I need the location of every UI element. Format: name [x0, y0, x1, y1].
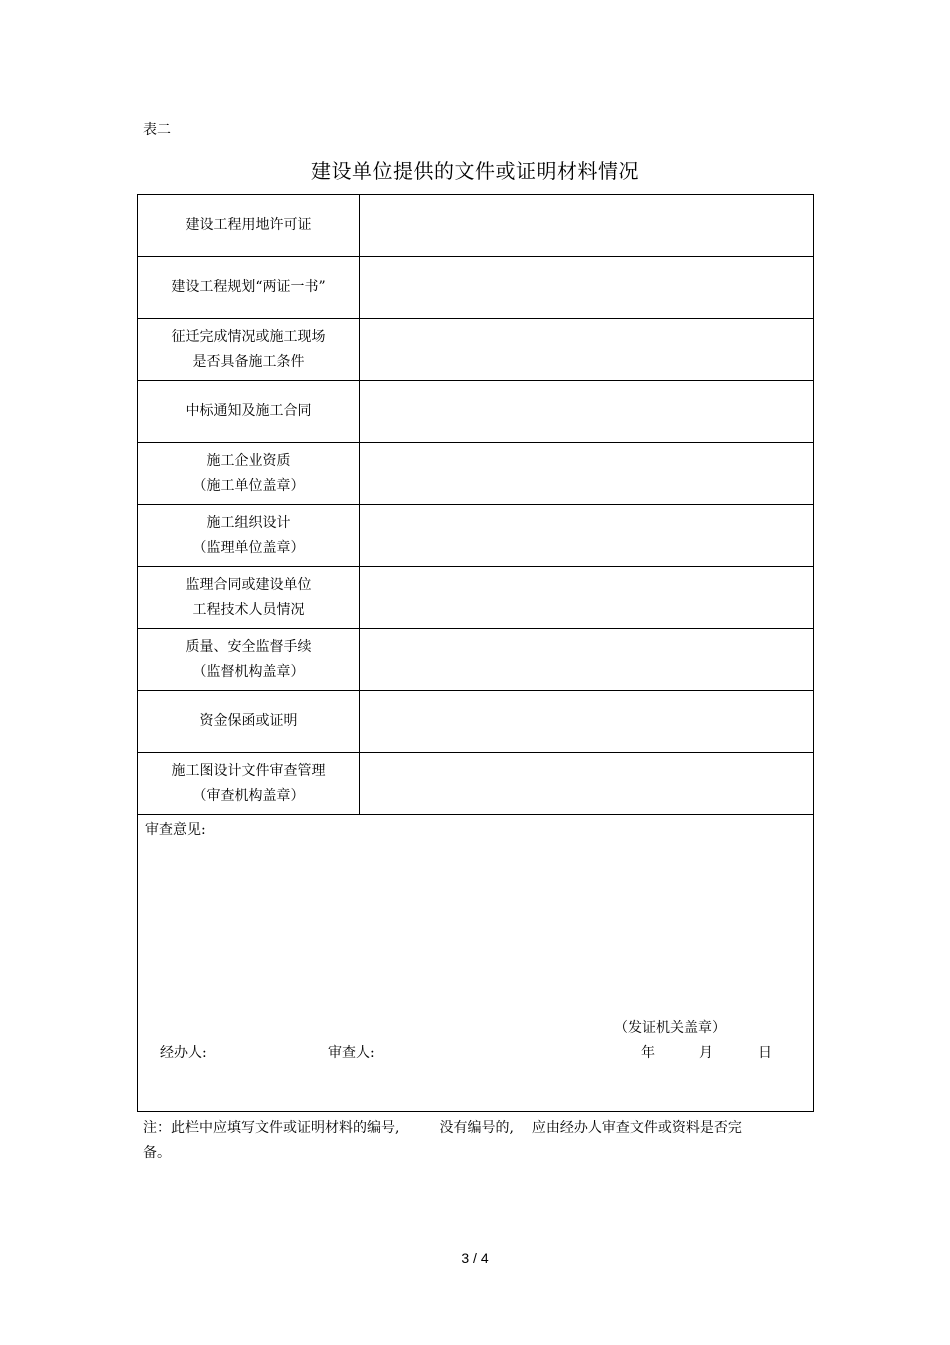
row-label-line: （审查机构盖章） [192, 787, 305, 804]
row-label-line: （监理单位盖章） [192, 539, 305, 556]
handler-label: 经办人: [160, 1045, 207, 1061]
row-value-cell[interactable] [360, 691, 814, 753]
row-value-cell[interactable] [360, 443, 814, 505]
row-label [138, 753, 360, 815]
row-label [138, 195, 360, 257]
opinion-row [138, 815, 814, 1112]
row-label-line: 工程技术人员情况 [192, 601, 305, 618]
table-row [138, 257, 814, 319]
row-label [138, 505, 360, 567]
row-label [138, 319, 360, 381]
reviewer-label: 审查人: [328, 1045, 375, 1061]
row-label [138, 629, 360, 691]
row-label [138, 443, 360, 505]
table-row [138, 319, 814, 381]
opinion-title: 审查意见: [145, 822, 206, 838]
row-label-line: 施工图设计文件审查管理 [171, 762, 326, 779]
month-label: 月 [699, 1045, 713, 1061]
row-label-line: 建设工程规划“两证一书” [171, 279, 326, 295]
footnote-part: 备。 [143, 1145, 171, 1161]
row-label-line: （施工单位盖章） [192, 477, 305, 494]
row-label [138, 691, 360, 753]
row-value-cell[interactable] [360, 381, 814, 443]
table-row [138, 753, 814, 815]
row-label-line: 建设工程用地许可证 [185, 217, 312, 233]
opinion-cell[interactable] [138, 815, 814, 1112]
table-row [138, 195, 814, 257]
table-row [138, 443, 814, 505]
issuer-seal-label: （发证机关盖章） [614, 1020, 726, 1036]
day-label: 日 [758, 1045, 772, 1061]
row-label-line: 中标通知及施工合同 [185, 403, 312, 419]
row-label-line: 施工组织设计 [206, 514, 291, 531]
row-value-cell[interactable] [360, 629, 814, 691]
table-row [138, 691, 814, 753]
row-value-cell[interactable] [360, 505, 814, 567]
table-row [138, 381, 814, 443]
table-row [138, 567, 814, 629]
opinion-box [138, 815, 813, 1111]
row-value-cell[interactable] [360, 195, 814, 257]
row-label [138, 381, 360, 443]
footnote-part: 注：此栏中应填写文件或证明材料的编号, [143, 1120, 400, 1136]
page-title: 建设单位提供的文件或证明材料情况 [311, 159, 639, 183]
footnote-part: 应由经办人审查文件或资料是否完 [531, 1120, 742, 1136]
row-label [138, 257, 360, 319]
row-label-line: 施工企业资质 [206, 452, 291, 469]
row-label-line: 资金保函或证明 [199, 713, 298, 729]
row-label-line: （监督机构盖章） [192, 663, 305, 680]
table-label: 表二 [143, 122, 171, 138]
row-label [138, 567, 360, 629]
footnote [143, 1116, 793, 1166]
row-value-cell[interactable] [360, 319, 814, 381]
row-value-cell[interactable] [360, 567, 814, 629]
row-label-line: 征迁完成情况或施工现场 [171, 328, 326, 345]
row-label-line: 是否具备施工条件 [192, 353, 305, 370]
year-label: 年 [641, 1045, 655, 1061]
page-number: 3 / 4 [461, 1250, 489, 1266]
table-row [138, 505, 814, 567]
row-label-line: 质量、安全监督手续 [185, 638, 312, 655]
footnote-part: 没有编号的, [439, 1120, 514, 1136]
row-value-cell[interactable] [360, 753, 814, 815]
materials-table [137, 194, 814, 1112]
row-label-line: 监理合同或建设单位 [185, 576, 312, 593]
table-row [138, 629, 814, 691]
row-value-cell[interactable] [360, 257, 814, 319]
